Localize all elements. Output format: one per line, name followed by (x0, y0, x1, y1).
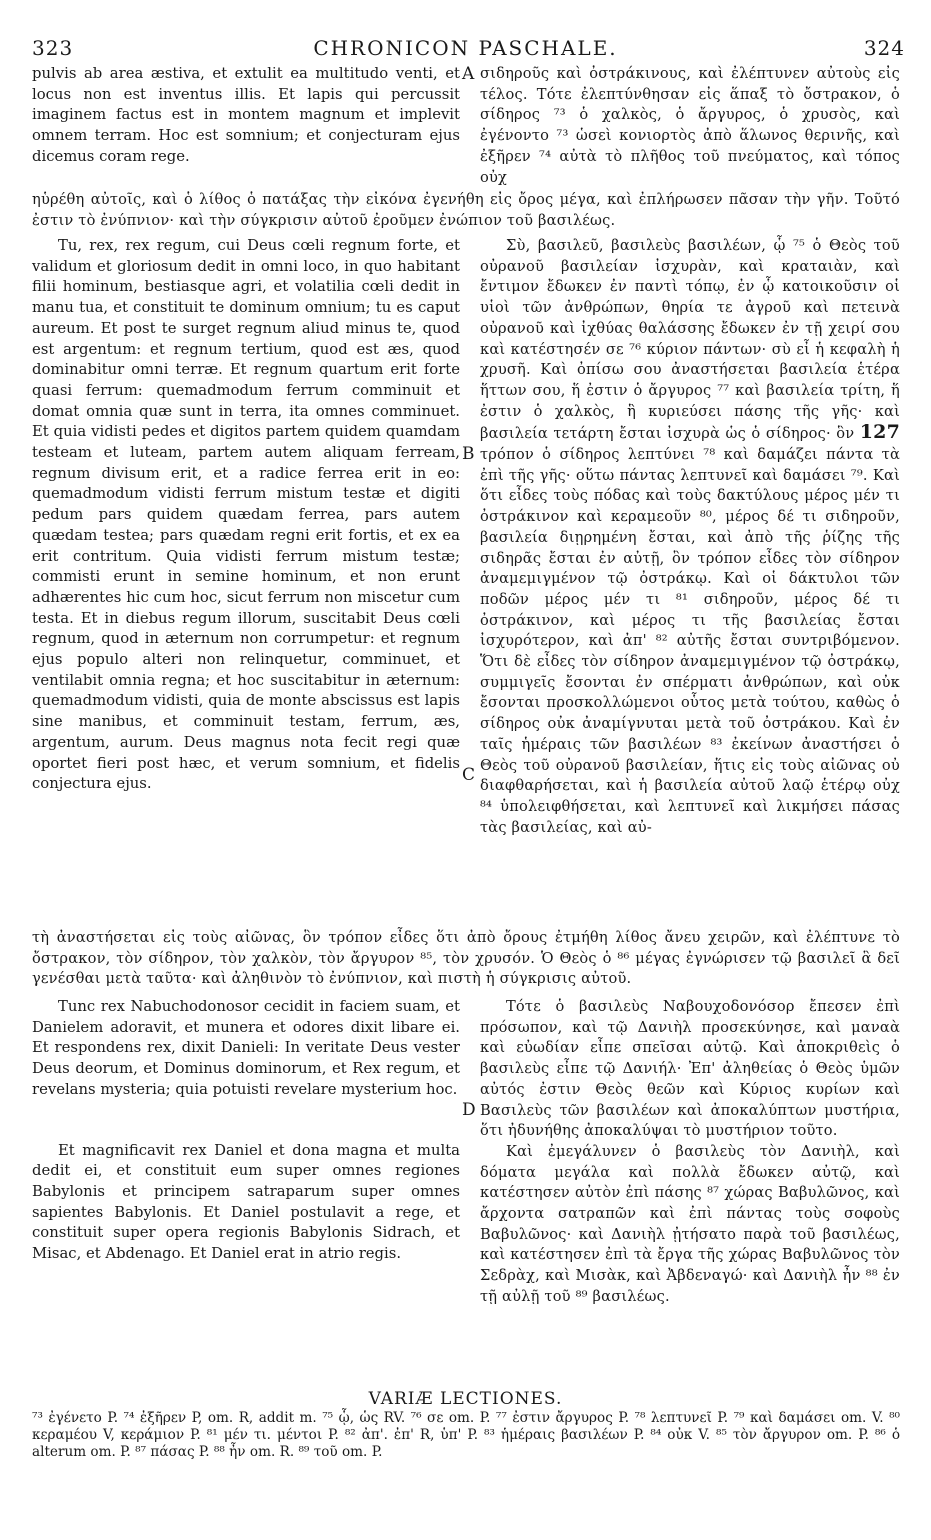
left-column-top (32, 64, 460, 168)
margin-marker-b: B (462, 444, 475, 464)
running-title: CHRONICON PASCHALE. (313, 36, 618, 60)
page-number-left: 323 (32, 36, 74, 60)
full-width-block-1 (32, 190, 900, 231)
margin-marker-d: D (462, 1100, 476, 1120)
greek-full-line-1: ηὑρέθη αὐτοῖς, καὶ ὁ λίθος ὁ πατάξας τὴν εἰκόνα ἐγενήθη εἰς ὄρος μέγα, καὶ ἐπλήρωσεν πᾶσαν τὴν γῆν. Τοῦτό ἐστιν τὸ ἐνύπνιον· καὶ τὴν σύγκρισιν αὐτοῦ ἐροῦμεν ἐνώπιον τοῦ βασιλέως. (32, 191, 900, 229)
greek-full-line-2: τὴ ἀναστήσεται εἰς τοὺς αἰῶνας, ὃν τρόπον εἶδες ὅτι ἀπὸ ὄρους ἐτμήθη λίθος ἄνευ χειρῶν, καὶ ἐλέπτυνε τὸ ὄστρακον, τὸν σίδηρον, τὸν χαλκὸν, τὸν ἄργυρον ⁸⁵, τὸν χρυσόν. Ὁ Θεὸς ὁ ⁸⁶ μέγας ἐγνώρισεν τῷ βασιλεῖ ἃ δεῖ γενέσθαι μετὰ ταῦτα· καὶ ἀληθινὸν τὸ ἐνύπνιον, καὶ πιστὴ ἡ σύγκρισις αὐτοῦ. (32, 929, 900, 988)
latin-paragraph-3: Tunc rex Nabuchodonosor cecidit in faciem suam, et Danielem adoravit, et munera et odores dixit libare ei. Et respondens rex, dixit Danieli: In veritate Deus vester Deus deorum, et Dominus dominorum, et Rex regum, et revelans mysteria; quia potuisti revelare mysterium hoc. (32, 998, 460, 1098)
right-column-lower (480, 997, 900, 1308)
margin-marker-a: A (462, 64, 475, 84)
latin-paragraph-4: Et magnificavit rex Daniel et dona magna et multa dedit ei, et constituit eum super omnes regiones Babylonis et principem satraparum super omnes sapientes Babylonis. Et Daniel postulavit a rege, et constituit super opera regionis Babylonis Sidrach, et Misac, et Abdenago. Et Daniel erat in atrio regis. (32, 1141, 460, 1263)
left-column-middle (32, 236, 460, 795)
variae-lectiones-notes: ⁷³ ἐγένετο P. ⁷⁴ ἐξῆρεν P, om. R, addit m. ⁷⁵ ᾧ, ὡς RV. ⁷⁶ σε om. P. ⁷⁷ ἐστιν ἄργυρος P. ⁷⁸ λεπτυνεῖ P. ⁷⁹ καὶ δαμάσει om. V. ⁸⁰ κεραμέου V, κεράμιον P. ⁸¹ μέν τι. μέντοι P. ⁸² ἀπ'. ἐπ' R, ὑπ' P. ⁸³ ἡμέραις βασιλέων P. ⁸⁴ οὐκ V. ⁸⁵ τὸν ἄργυρον om. P. ⁸⁶ ὁ alterum om. P. ⁸⁷ πάσας P. ⁸⁸ ἦν om. R. ⁸⁹ τοῦ om. P. (32, 1410, 900, 1461)
greek-paragraph-2-end: τρόπον ὁ σίδηρος λεπτύνει ⁷⁸ καὶ δαμάζει πάντα τὰ ἐπὶ τῆς γῆς· οὕτω πάντας λεπτυνεῖ καὶ δαμάσει ⁷⁹. Καὶ ὅτι εἶδες τοὺς πόδας καὶ τοὺς δακτύλους μέρος μέν τι ὀστράκινον καὶ κεραμεοῦν ⁸⁰, μέρος δέ τι σιδηροῦν, βασιλεία διῃρημένη ἔσται, καὶ ἀπὸ τῆς ῥίζης τῆς σιδηρᾶς ἔσται ἐν αὐτῇ, ὃν τρόπον εἶδες τὸν σίδηρον ἀναμεμιγμένον τῷ ὀστράκῳ. Καὶ οἱ δάκτυλοι τῶν ποδῶν μέρος μέν τι ⁸¹ σιδηροῦν, μέρος δέ τι ὀστράκινον, καὶ μέρος τι τῆς βασιλείας ἔσται ἰσχυρότερον, καὶ ἀπ' ⁸² αὐτῆς ἔσται συντριβόμενον. Ὅτι δὲ εἶδες τὸν σίδηρον ἀναμεμιγμένον τῷ ὀστράκῳ, συμμιγεῖς ἔσονται ἐν σπέρματι ἀνθρώπων, καὶ οὐκ ἔσονται προσκολλώμενοι οὗτος μετὰ τούτου, καθὼς ὁ σίδηρος οὐκ ἀναμίγνυται μετὰ τοῦ ὀστράκου. Καὶ ἐν ταῖς ἡμέραις τῶν βασιλέων ⁸³ ἐκείνων ἀναστήσει ὁ Θεὸς τοῦ οὐρανοῦ βασιλείαν, ἥτις εἰς τοὺς αἰῶνας οὐ διαφθαρήσεται, καὶ ἡ βασιλεία αὐτοῦ λαῷ ἑτέρῳ οὐχ ⁸⁴ ὑπολειφθήσεται, καὶ λεπτυνεῖ καὶ λικμήσει πάσας τὰς βασιλείας, καὶ αὐ- (480, 446, 900, 836)
left-column-lower (32, 997, 460, 1265)
latin-paragraph-1: pulvis ab area æstiva, et extulit ea multitudo venti, et locus non est inventus illis. Et lapis qui percussit imaginem factus est in montem magnum et implevit omnem terram. Hoc est somnium; et conjecturam ejus dicemus coram rege. (32, 65, 460, 165)
greek-paragraph-2 (480, 236, 900, 838)
variae-lectiones-title: VARIÆ LECTIONES. (368, 1389, 563, 1409)
right-column-middle (480, 236, 900, 838)
full-width-block-2 (32, 928, 900, 990)
margin-marker-c: C (462, 765, 476, 785)
page-number-right: 324 (863, 36, 905, 60)
latin-paragraph-2: Tu, rex, rex regum, cui Deus cœli regnum forte, et validum et gloriosum dedit in omni loco, in quo habitant filii hominum, bestiasque agri, et volatilia cœli dedit in manu tua, et constituit te dominum omnium; tu es caput aureum. Et post te surget regnum aliud minus te, quod est argentum: et regnum tertium, quod est æs, quod dominabitur omni terræ. Et regnum quartum erit forte quasi ferrum: quemadmodum ferrum comminuit et domat omnia quæ sunt in terra, ita omnes comminuet. Et quia vidisti pedes et digitos partem quidem quamdam testeam et luteam, partem autem aliquam ferream, regnum divisum erit, et a radice ferrea erit in eo: quemadmodum vidisti ferrum mistum testæ et digiti pedum pars quidem quædam ferrea, pars autem quædam testea; pars quædam regni erit fortis, et ex ea erit contritum. Quia vidisti ferrum mistum testæ; commisti erunt in semine hominum, et non erunt adhærentes hic cum hoc, sicut ferrum non miscetur cum testa. Et in diebus regum illorum, suscitabit Deus cœli regnum, quod in æternum non corrumpetur: et regnum ejus populo alteri non relinquetur, comminuet, et ventilabit omnia regna; et hoc suscitabitur in æternum: quemadmodum vidisti, quia de monte abscissus est lapis sine manibus, et comminuit testam, ferrum, æs, argentum, aurum. Deus magnus nota fecit regi quæ oportet fieri post hæc, et verum somnium, et fidelis conjectura ejus. (32, 237, 460, 793)
right-column-top (480, 64, 900, 188)
greek-paragraph-1: σιδηροῦς καὶ ὀστράκινους, καὶ ἐλέπτυνεν αὐτοὺς εἰς τέλος. Τότε ἐλεπτύνθησαν εἰς ἅπαξ τὸ ὄστρακον, ὁ σίδηρος ⁷³ ὁ χαλκὸς, ὁ ἄργυρος, ὁ χρυσὸς, καὶ ἐγένοντο ⁷³ ὡσεὶ κονιορτὸς ἀπὸ ἅλωνος θερινῆς, καὶ ἐξῆρεν ⁷⁴ αὐτὰ τὸ πλῆθος τοῦ πνεύματος, καὶ τόπος οὐχ (480, 65, 900, 186)
greek-paragraph-4: Καὶ ἐμεγάλυνεν ὁ βασιλεὺς τὸν Δανιὴλ, καὶ δόματα μεγάλα καὶ πολλὰ ἔδωκεν αὐτῷ, καὶ κατέστησεν αὐτὸν ἐπὶ πάσης ⁸⁷ χώρας Βαβυλῶνος, καὶ ἄρχοντα σατραπῶν καὶ ἐπὶ πάντας τοὺς σοφοὺς Βαβυλῶνος· καὶ Δανιὴλ ᾐτήσατο παρὰ τοῦ βασιλέως, καὶ κατέστησεν ἐπὶ τὰ ἔργα τῆς χώρας Βαβυλῶνος τὸν Σεδρὰχ, καὶ Μισὰκ, καὶ Ἀβδεναγώ· καὶ Δανιὴλ ἦν ⁸⁸ ἐν τῇ αὐλῇ τοῦ ⁸⁹ βασιλέως. (480, 1142, 900, 1305)
greek-paragraph-2-start: Σὺ, βασιλεῦ, βασιλεὺς βασιλέων, ᾧ ⁷⁵ ὁ Θεὸς τοῦ οὐρανοῦ βασιλείαν ἰσχυρὰν, καὶ κραταιὰν, καὶ ἔντιμον ἔδωκεν ἐν παντὶ τόπῳ, ἐν ᾧ κατοικοῦσιν οἱ υἱοὶ τῶν ἀνθρώπων, θηρία τε ἀγροῦ καὶ πετεινὰ οὐρανοῦ καὶ ἰχθύας θαλάσσης ἔδωκεν ἐν τῇ χειρί σου καὶ κατέστησέν σε ⁷⁶ κύριον πάντων· σὺ εἶ ἡ κεφαλὴ ἡ χρυσῆ. Καὶ ὀπίσω σου ἀναστήσεται βασιλεία ἑτέρα ἥττων σου, ἥ ἐστιν ὁ ἄργυρος ⁷⁷ καὶ βασιλεία τρίτη, ἥ ἐστιν ὁ χαλκὸς, ἣ κυριεύσει πάσης τῆς γῆς· καὶ βασιλεία τετάρτη ἔσται ἰσχυρὰ ὡς ὁ σίδηρος· ὃν (480, 237, 900, 443)
greek-paragraph-3: Τότε ὁ βασιλεὺς Ναβουχοδονόσορ ἔπεσεν ἐπὶ πρόσωπον, καὶ τῷ Δανιὴλ προσεκύνησε, καὶ μαναὰ καὶ εὐωδίαν εἶπε σπεῖσαι αὐτῷ. Καὶ ἀποκριθεὶς ὁ βασιλεὺς εἶπε τῷ Δανιήλ· Ἐπ' ἀληθείας ὁ Θεὸς ὑμῶν αὐτός ἐστιν Θεὸς θεῶν καὶ Κύριος κυρίων καὶ Βασιλεὺς τῶν βασιλέων καὶ ἀποκαλύπτων μυστήρια, ὅτι ἠδυνήθης ἀποκαλύψαι τὸ μυστήριον τοῦτο. (480, 998, 900, 1140)
column-number: 127 (859, 421, 900, 444)
